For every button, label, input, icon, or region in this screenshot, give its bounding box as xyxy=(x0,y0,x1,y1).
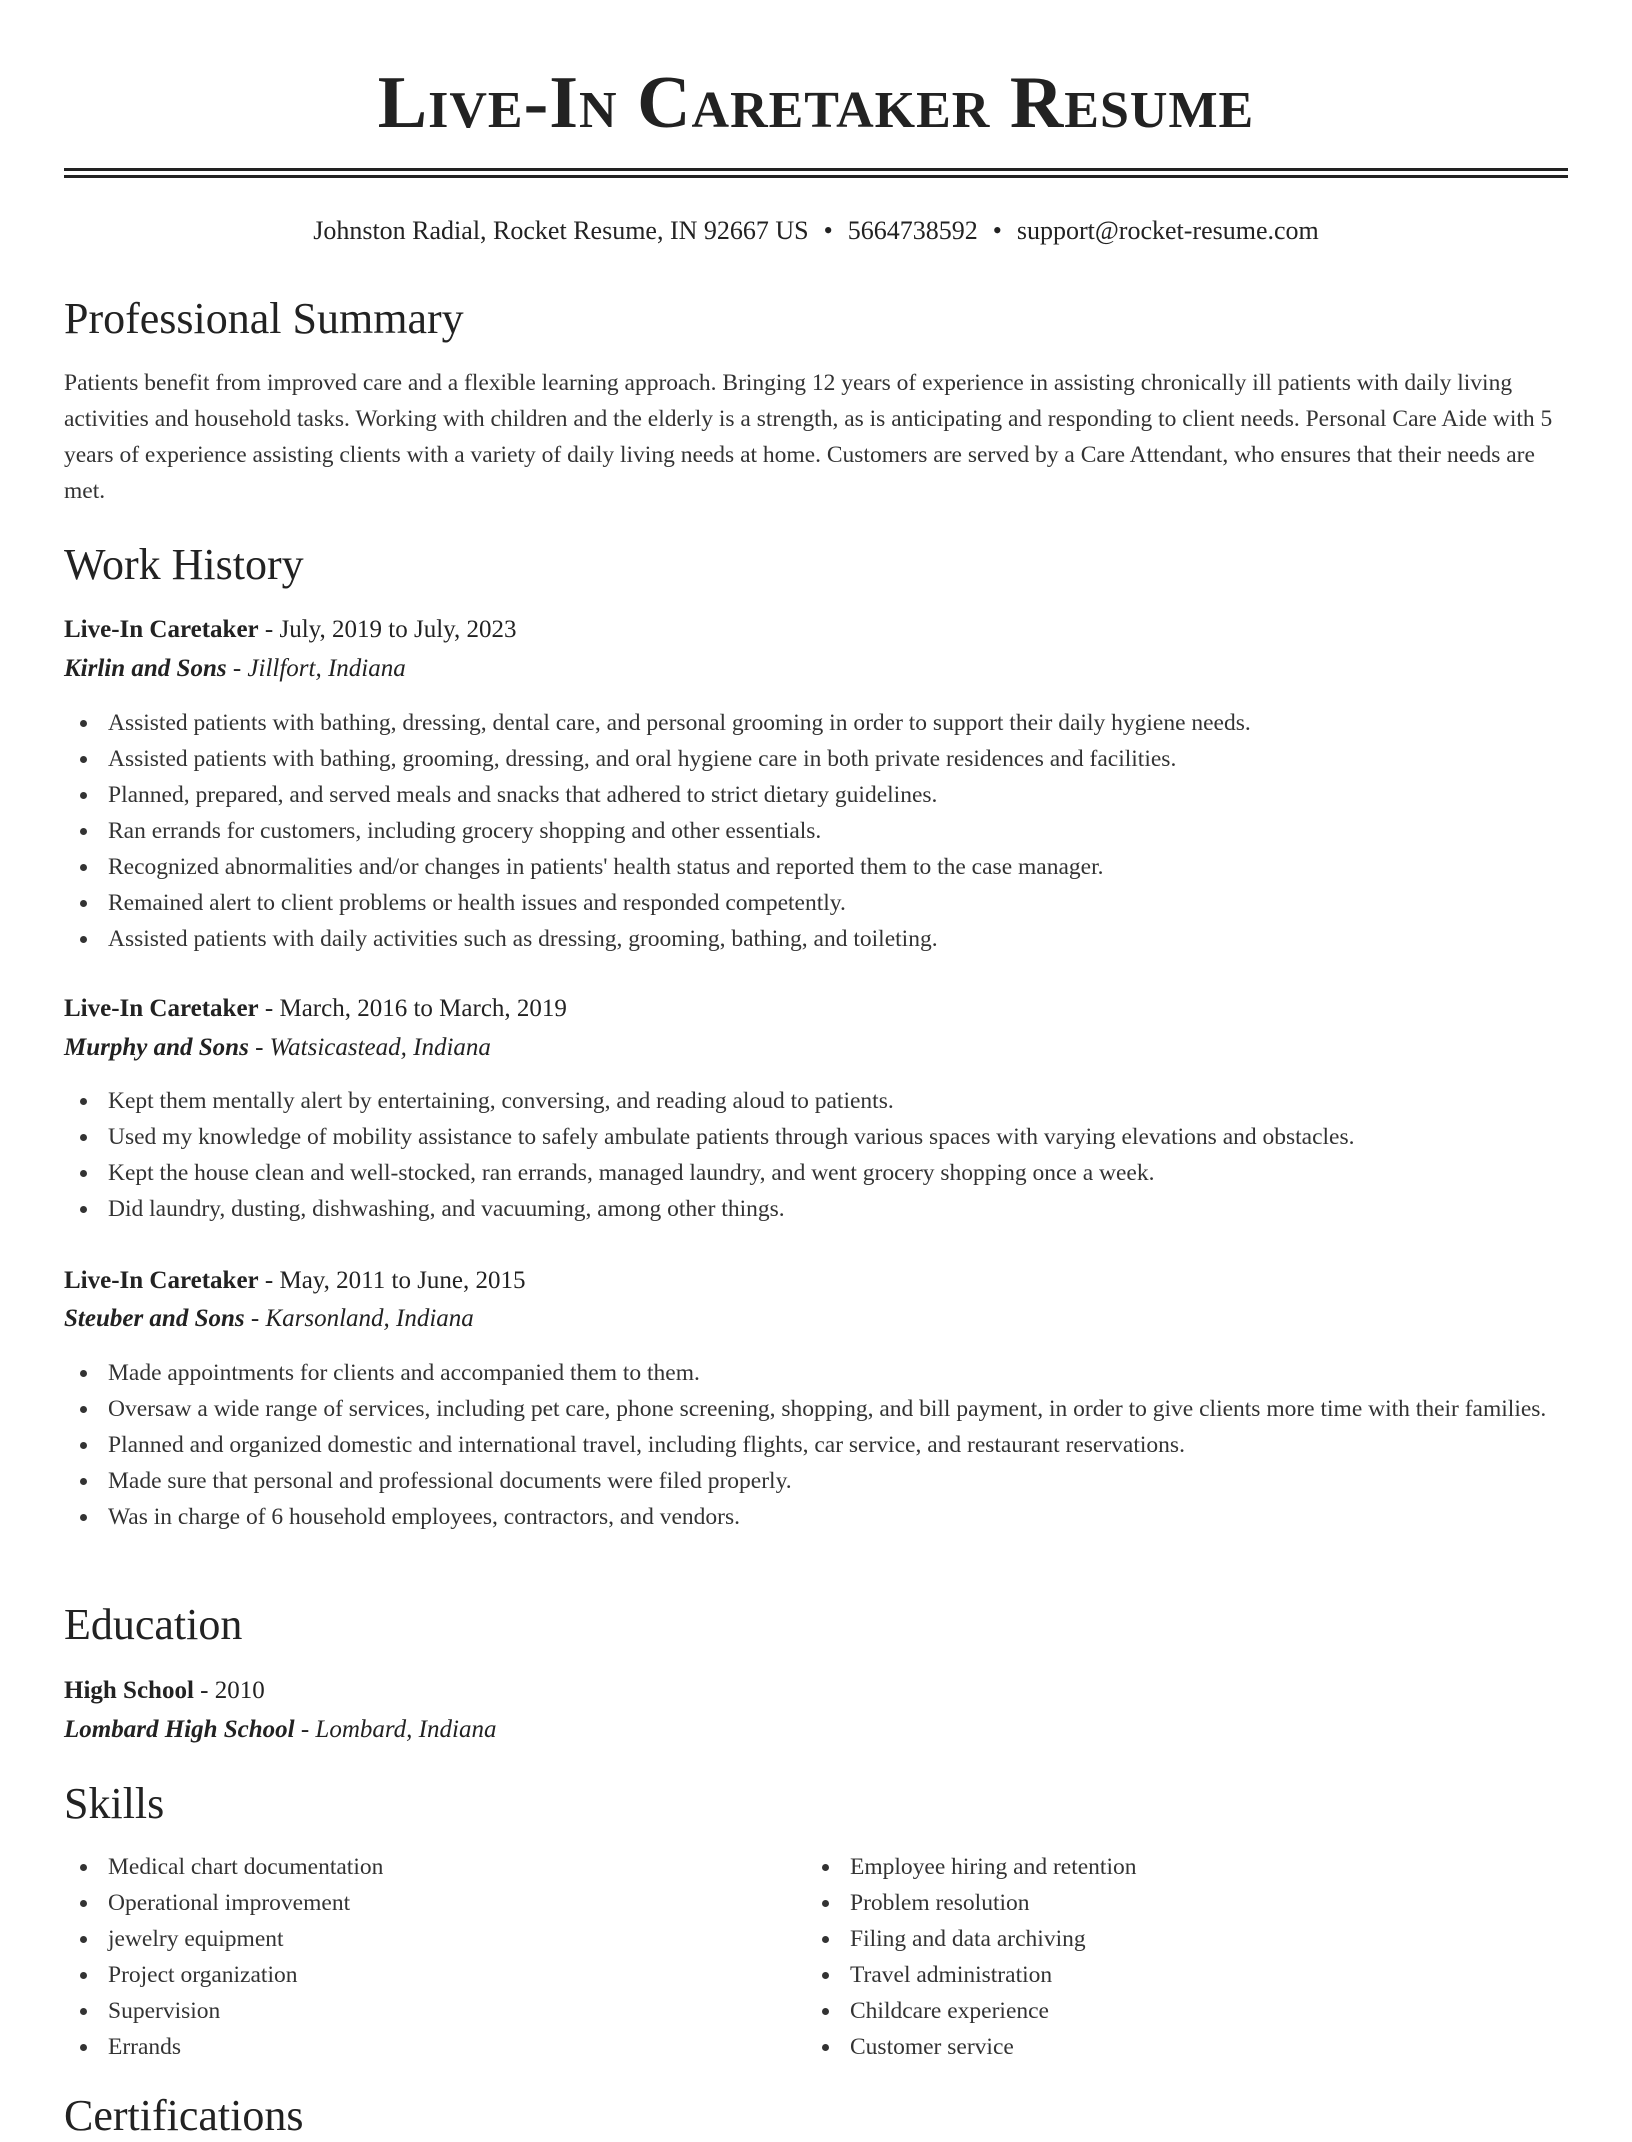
list-item: Did laundry, dusting, dishwashing, and vacuuming, among other things. xyxy=(64,1191,1568,1227)
list-item: Supervision xyxy=(64,1993,804,2029)
job-title: Live-In Caretaker xyxy=(64,616,259,643)
summary-text: Patients benefit from improved care and a flexible learning approach. Bringing 12 years of experience in assisting chronically ill patients with daily living activities and household tasks. Working with children and the elderly is a strength, as is anticipating and responding to client needs. Personal Care Aide with 5 years of experience assisting clients with a variety of daily living needs at home. Customers are served by a Care Attendant, who ensures that their needs are met. xyxy=(64,370,1553,504)
education-school: Lombard High School xyxy=(64,1716,295,1743)
list-item: Made sure that personal and professional documents were filed properly. xyxy=(64,1463,1568,1499)
list-item: Ran errands for customers, including grocery shopping and other essentials. xyxy=(64,813,1568,849)
job-title: Live-In Caretaker xyxy=(64,995,259,1022)
education-location: - Lombard, Indiana xyxy=(294,1716,497,1743)
list-item: Filing and data archiving xyxy=(806,1921,1546,1957)
section-heading-education: Education xyxy=(64,1600,243,1649)
title-rule-top xyxy=(64,168,1568,171)
skills-column-left xyxy=(64,1849,804,2065)
skills-column-right xyxy=(806,1849,1546,2065)
list-item: Travel administration xyxy=(806,1957,1546,1993)
job-location: - Karsonland, Indiana xyxy=(244,1305,474,1332)
job-title-line xyxy=(64,992,567,1026)
list-item: Kept the house clean and well-stocked, ran errands, managed laundry, and went grocery shopping once a week. xyxy=(64,1155,1568,1191)
contact-phone: 5664738592 xyxy=(847,216,978,245)
contact-line xyxy=(0,214,1632,248)
education-school-line xyxy=(64,1713,496,1747)
list-item: Childcare experience xyxy=(806,1993,1546,2029)
list-item: Assisted patients with bathing, dressing, dental care, and personal grooming in order to support their daily hygiene needs. xyxy=(64,705,1568,741)
contact-address: Johnston Radial, Rocket Resume, IN 92667 US xyxy=(313,216,809,245)
job-title-line xyxy=(64,1264,526,1298)
list-item: Employee hiring and retention xyxy=(806,1849,1546,1885)
list-item: Oversaw a wide range of services, including pet care, phone screening, shopping, and bill payment, in order to give clients more time with their families. xyxy=(64,1391,1568,1427)
job-dates: - May, 2011 to June, 2015 xyxy=(258,1267,526,1294)
list-item: Recognized abnormalities and/or changes in patients' health status and reported them to the case manager. xyxy=(64,849,1568,885)
list-item: Used my knowledge of mobility assistance to safely ambulate patients through various spaces with varying elevations and obstacles. xyxy=(64,1119,1568,1155)
job-dates: - July, 2019 to July, 2023 xyxy=(258,616,517,643)
section-heading-certifications: Certifications xyxy=(64,2091,304,2140)
list-item: Medical chart documentation xyxy=(64,1849,804,1885)
title-rule-bottom xyxy=(64,175,1568,178)
job-location: - Jillfort, Indiana xyxy=(226,655,406,682)
list-item: Planned, prepared, and served meals and snacks that adhered to strict dietary guidelines. xyxy=(64,777,1568,813)
education-degree-line xyxy=(64,1674,265,1708)
education-degree: High School xyxy=(64,1677,194,1704)
list-item: Assisted patients with daily activities such as dressing, grooming, bathing, and toileting. xyxy=(64,921,1568,957)
resume-title: Live-In Caretaker Resume xyxy=(377,62,1255,144)
job-bullet-list xyxy=(64,1355,1568,1535)
job-bullet-list xyxy=(64,705,1568,957)
job-title: Live-In Caretaker xyxy=(64,1267,259,1294)
section-heading-summary: Professional Summary xyxy=(64,294,464,343)
contact-separator: • xyxy=(823,216,833,245)
list-item: Planned and organized domestic and international travel, including flights, car service, and restaurant reservations. xyxy=(64,1427,1568,1463)
list-item: Operational improvement xyxy=(64,1885,804,1921)
list-item: Was in charge of 6 household employees, contractors, and vendors. xyxy=(64,1499,1568,1535)
list-item: Project organization xyxy=(64,1957,804,1993)
list-item: Remained alert to client problems or health issues and responded competently. xyxy=(64,885,1568,921)
section-heading-skills: Skills xyxy=(64,1779,165,1828)
section-heading-work-history: Work History xyxy=(64,540,304,589)
job-company: Steuber and Sons xyxy=(64,1305,245,1332)
job-bullet-list xyxy=(64,1083,1568,1227)
education-year: - 2010 xyxy=(193,1677,265,1704)
list-item: Problem resolution xyxy=(806,1885,1546,1921)
list-item: Assisted patients with bathing, grooming, dressing, and oral hygiene care in both private residences and facilities. xyxy=(64,741,1568,777)
job-title-line xyxy=(64,613,517,647)
contact-separator: • xyxy=(992,216,1002,245)
list-item: Customer service xyxy=(806,2029,1546,2065)
contact-email: support@rocket-resume.com xyxy=(1016,216,1319,245)
job-company-line xyxy=(64,1031,491,1065)
job-company: Murphy and Sons xyxy=(64,1034,249,1061)
list-item: jewelry equipment xyxy=(64,1921,804,1957)
job-company-line xyxy=(64,652,406,686)
job-dates: - March, 2016 to March, 2019 xyxy=(258,995,567,1022)
job-company-line xyxy=(64,1302,474,1336)
job-location: - Watsicastead, Indiana xyxy=(248,1034,491,1061)
list-item: Made appointments for clients and accompanied them to them. xyxy=(64,1355,1568,1391)
job-company: Kirlin and Sons xyxy=(64,655,227,682)
list-item: Errands xyxy=(64,2029,804,2065)
list-item: Kept them mentally alert by entertaining, conversing, and reading aloud to patients. xyxy=(64,1083,1568,1119)
